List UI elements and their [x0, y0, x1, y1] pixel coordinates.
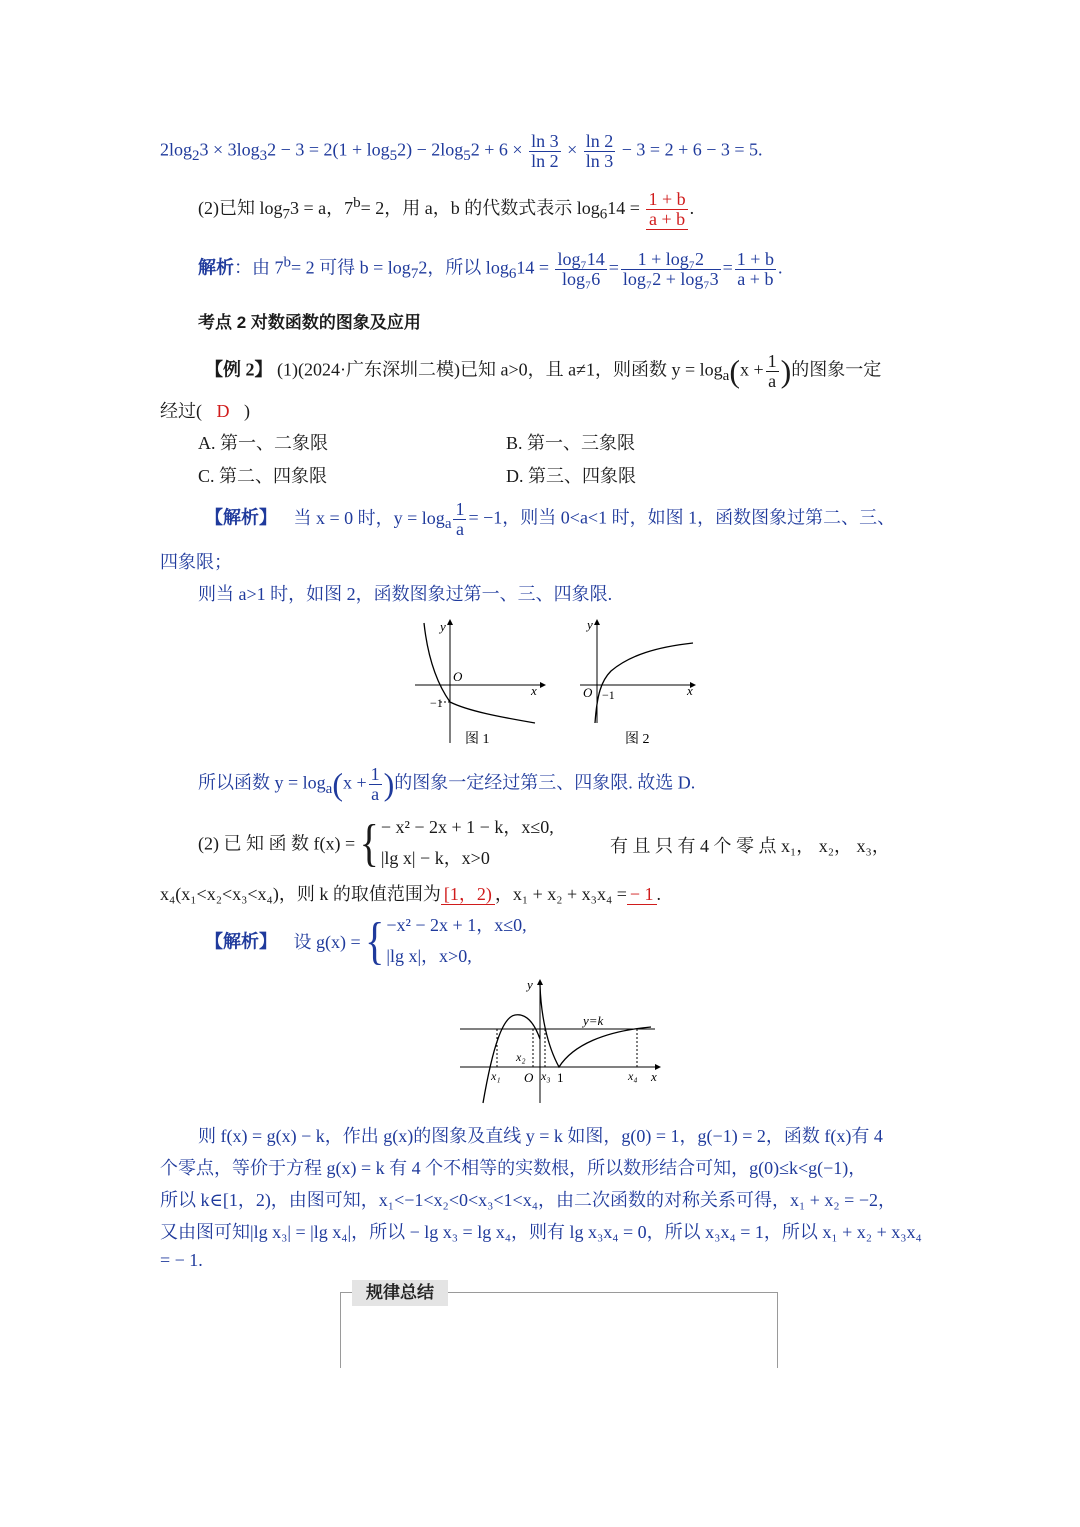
y-label: y [527, 977, 533, 992]
superscript: b [353, 195, 361, 212]
subscript: 5 [389, 148, 398, 165]
text: ) [244, 401, 250, 421]
text: . [656, 884, 662, 904]
solution-3-p5: = − 1. [160, 1250, 203, 1270]
one-label: 1 [557, 1070, 564, 1085]
denominator: log₇2 + log₇3 [622, 268, 719, 289]
text: 所以函数 y = log [198, 772, 326, 793]
numerator: 1 [767, 351, 777, 371]
text: = [608, 257, 619, 278]
subscript: 6 [508, 266, 517, 283]
answer-fraction [646, 190, 687, 230]
answer: D [216, 401, 230, 421]
denominator: a [371, 783, 380, 804]
text: x + [342, 772, 367, 793]
text: 2log [160, 139, 193, 160]
text: (2)已知 log [198, 198, 283, 219]
solution-3-p1: 则 f(x) = g(x) − k，作出 g(x)的图象及直线 y = k 如图，g(0) = 1，g(−1) = 2，函数 f(x)有 4 [198, 1126, 883, 1146]
question-2 [198, 190, 694, 230]
answer-range: [1，2) [441, 884, 495, 905]
right-paren: ) [383, 765, 395, 802]
x-axis-arrow [540, 682, 546, 688]
x2-label: x₂ [516, 1050, 526, 1064]
text: 2 + 6 × [470, 139, 523, 160]
brace: { [365, 910, 385, 970]
minus-one-label: −1 [430, 696, 443, 710]
text: 的图象一定经过第三、四象限. 故选 D. [394, 772, 696, 793]
case: |lg x|，x>0, [386, 945, 472, 966]
subscript: 6 [599, 206, 608, 223]
solution-2-line1 [205, 500, 895, 539]
text: = 2 可得 b = log [291, 257, 411, 278]
subscript: 7 [282, 206, 290, 223]
question-2-2 [198, 812, 554, 873]
text: ：由 7 [234, 257, 284, 278]
solution-3-p4: 又由图可知|lg x₃| = |lg x₄|，所以 − lg x₃ = lg x₄，则有 lg x₃x₄ = 0，所以 x₃x₄ = 1，所以 x₁ + x₂ + x₃x₄ [160, 1222, 922, 1242]
fraction [555, 250, 606, 289]
figure-1 [410, 615, 550, 750]
fraction [529, 132, 561, 171]
text: 14 = [607, 198, 640, 219]
summary-tab: 规律总结 [352, 1280, 448, 1306]
x-label: x [651, 1069, 657, 1084]
subscript: 7 [410, 266, 419, 283]
solution-label: 【解析】 [205, 507, 277, 528]
denominator: ln 2 [531, 150, 559, 171]
y-axis-arrow [537, 979, 543, 985]
y-axis-arrow [447, 619, 453, 625]
text: ，x₁ + x₂ + x₃x₄ = [494, 884, 627, 904]
line-label: y=k [583, 1013, 604, 1028]
denominator: a + b [737, 268, 774, 289]
text: 设 g(x) = [293, 931, 361, 952]
left-paren: ( [729, 352, 740, 389]
x-label: x [531, 683, 537, 698]
text: × [567, 139, 578, 160]
brace: { [359, 812, 379, 872]
fraction [369, 765, 382, 804]
denominator: a [768, 370, 777, 391]
text: 14 = [516, 257, 549, 278]
origin-label: O [453, 669, 463, 684]
fraction [766, 352, 779, 391]
example-label: 【例 2】 [205, 359, 273, 380]
figure-2 [575, 615, 705, 750]
y-label: y [587, 617, 593, 632]
numerator: 1 [455, 499, 465, 519]
text: 的图象一定 [791, 359, 882, 380]
example-2-stem [205, 352, 881, 391]
numerator: ln 2 [585, 131, 614, 151]
x1-label: x₁ [491, 1069, 501, 1083]
subscript: a [722, 368, 730, 385]
option-c: C. 第二、四象限 [198, 466, 328, 486]
solution-label: 【解析】 [205, 931, 277, 952]
numerator: ln 3 [531, 131, 559, 151]
case: −x² − 2x + 1，x≤0, [386, 915, 527, 935]
numerator: 1 + log₇2 [621, 250, 721, 270]
text: = −1，则当 0<a<1 时，如图 1，函数图象过第二、三、 [468, 507, 896, 528]
question-2-2-line2 [160, 880, 661, 906]
text: 2) − 2log [397, 139, 464, 160]
question-2-2-suffix: 有 且 只 有 4 个 零 点 x₁， x₂， x₃， [610, 836, 890, 856]
text: 当 x = 0 时，y = log [293, 507, 445, 528]
denominator: log₇6 [561, 268, 601, 289]
text: 2 − 3 = 2(1 + log [267, 139, 390, 160]
case: − x² − 2x + 1 − k，x≤0, [380, 817, 554, 837]
solution-1 [198, 250, 782, 289]
subscript: a [325, 781, 333, 798]
x4-label: x₄ [628, 1069, 638, 1083]
denominator: ln 3 [585, 150, 614, 171]
text: 2，所以 log [418, 257, 509, 278]
text: x + [739, 359, 764, 380]
section-heading: 考点 2 对数函数的图象及应用 [198, 313, 421, 332]
figure-3 [455, 975, 675, 1110]
fraction [621, 250, 721, 289]
solution-3-p3: 所以 k∈[1，2)，由图可知，x₁<−1<x₂<0<x₃<1<x₄，由二次函数的对称关系可得，x₁ + x₂ = −2， [160, 1190, 896, 1210]
piecewise-cases [381, 812, 554, 873]
text: 经过( [160, 401, 202, 421]
case: |lg x| − k，x>0 [380, 847, 490, 868]
y-axis-arrow [594, 619, 600, 625]
fraction [453, 500, 466, 539]
option-d: D. 第三、四象限 [506, 466, 636, 486]
solution-2-conclusion [198, 765, 695, 804]
log-curve [595, 643, 693, 723]
text: 3 = a，7 [290, 198, 354, 219]
text: 3 × 3log [199, 139, 260, 160]
subscript: 2 [192, 148, 200, 165]
text: x₄(x₁<x₂<x₃<x₄)，则 k 的取值范围为 [160, 884, 441, 904]
denominator: a [455, 518, 464, 539]
subscript: a [444, 516, 452, 533]
option-b: B. 第一、三象限 [506, 433, 636, 453]
solution-3-header [205, 910, 527, 971]
text: − 3 = 2 + 6 − 3 = 5. [621, 139, 763, 160]
subscript: 3 [259, 148, 268, 165]
solution-3-p2: 个零点，等价于方程 g(x) = k 有 4 个不相等的实数根，所以数形结合可知，g(0)≤k<g(−1)， [160, 1158, 867, 1178]
numerator: log₇14 [557, 249, 605, 269]
subscript: 5 [463, 148, 471, 165]
right-paren: ) [780, 352, 792, 389]
superscript: b [283, 254, 291, 271]
solution-line-1 [160, 132, 763, 171]
minus-one-label: −1 [602, 688, 615, 702]
parabola-branch [483, 1015, 540, 1103]
x-label: x [687, 683, 693, 698]
option-a: A. 第一、二象限 [198, 433, 328, 453]
text: (1)(2024·广东深圳二模)已知 a>0，且 a≠1，则函数 y = log [277, 359, 723, 380]
solution-2-line3: 则当 a>1 时，如图 2，函数图象过第一、三、四象限. [198, 584, 613, 604]
example-2-line2 [160, 397, 250, 423]
origin-label: O [524, 1070, 534, 1085]
denominator: a + b [646, 210, 687, 230]
solution-2-line2: 四象限； [160, 552, 232, 572]
numerator: 1 + b [736, 249, 774, 269]
answer-sum: − 1 [627, 884, 657, 905]
text: . [689, 198, 695, 219]
left-paren: ( [332, 765, 343, 802]
solution-label: 解析 [198, 257, 234, 278]
x3-label: x₃ [541, 1069, 551, 1083]
text: (2) 已 知 函 数 f(x) = [198, 833, 356, 854]
origin-label: O [583, 685, 593, 700]
fraction [584, 132, 616, 171]
text: . [777, 257, 783, 278]
fraction [735, 250, 776, 289]
y-label: y [440, 619, 446, 634]
text: = 2，用 a，b 的代数式表示 log [360, 198, 600, 219]
numerator: 1 + b [648, 189, 686, 209]
figure-caption: 图 1 [465, 732, 490, 747]
figure-caption: 图 2 [625, 732, 650, 747]
piecewise-cases [386, 910, 526, 971]
numerator: 1 [370, 764, 380, 784]
text: = [722, 257, 733, 278]
